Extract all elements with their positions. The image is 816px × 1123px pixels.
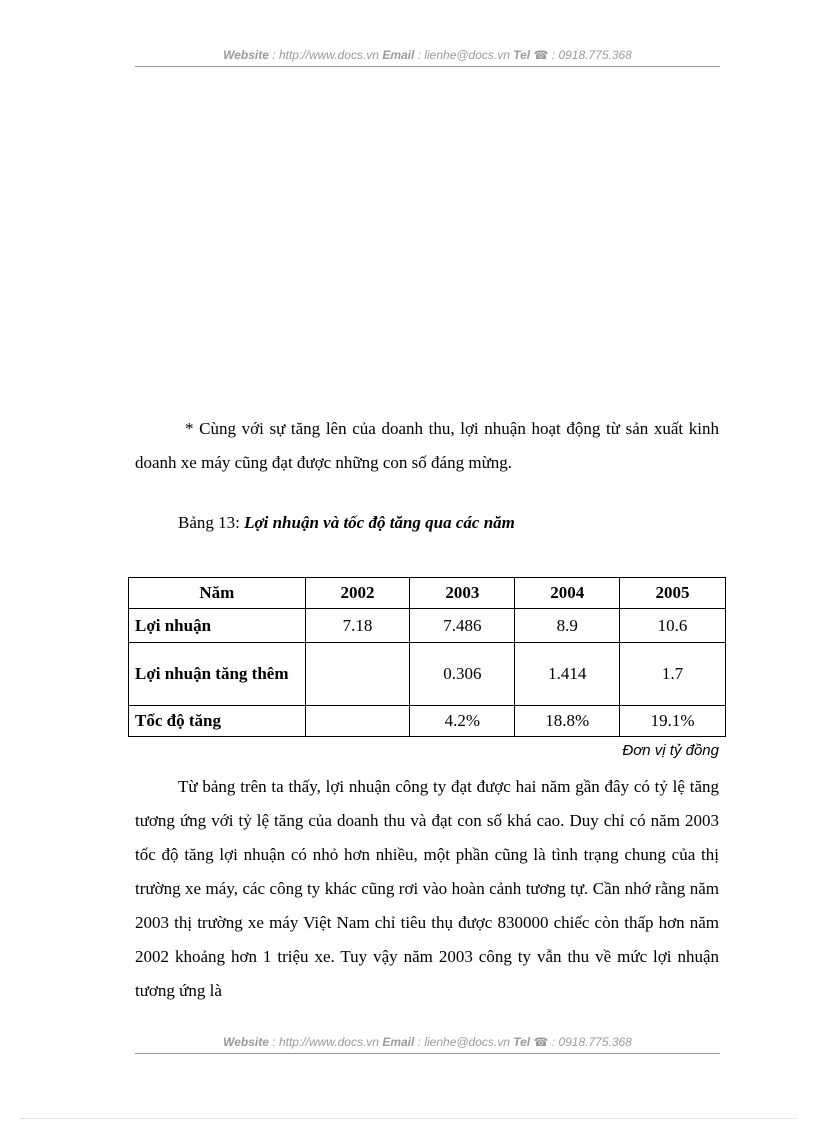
table-cell: 19.1% — [620, 706, 726, 737]
table-cell — [305, 643, 410, 706]
table-row — [129, 643, 726, 706]
row-label: Lợi nhuận — [129, 609, 306, 643]
table-header-cell: 2004 — [515, 578, 620, 609]
table-header-cell: 2003 — [410, 578, 515, 609]
table-caption-title: Lợi nhuận và tốc độ tăng qua các năm — [244, 513, 515, 532]
table-cell: 18.8% — [515, 706, 620, 737]
unit-note: Đơn vị tỷ đồng — [622, 742, 719, 759]
footer-email-value[interactable]: : lienhe@docs.vn — [414, 1035, 514, 1049]
row-label: Lợi nhuận tăng thêm — [129, 643, 306, 706]
footer-divider — [135, 1053, 720, 1054]
table-row — [129, 609, 726, 643]
table-header-cell: 2002 — [305, 578, 410, 609]
header-tel-label: Tel — [513, 48, 531, 62]
header-website-label: Website — [223, 48, 269, 62]
header-website-value[interactable]: : http://www.docs.vn — [268, 48, 383, 62]
table-cell: 0.306 — [410, 643, 515, 706]
page-edge-divider — [20, 1118, 796, 1119]
table-cell — [305, 706, 410, 737]
header-divider — [135, 66, 720, 67]
table-caption — [178, 513, 515, 533]
table-header-cell: Năm — [129, 578, 306, 609]
body-paragraph: Từ bảng trên ta thấy, lợi nhuận công ty đạt được hai năm gần đây có tỷ lệ tăng tương ứng với tỷ lệ tăng của doanh thu và đạt con số khá cao. Duy chỉ có năm 2003 tốc độ tăng lợi nhuận có nhỏ hơn nhiều, một phần cũng là tình trạng chung của thị trường xe máy, các công ty khác cũng rơi vào hoàn cảnh tương tự. Cần nhớ rằng năm 2003 thị trường xe máy Việt Nam chỉ tiêu thụ được 830000 chiếc còn thấp hơn năm 2002 khoảng hơn 1 triệu xe. Tuy vậy năm 2003 công ty vẫn thu về mức lợi nhuận tương ứng là — [135, 777, 719, 1000]
table-cell: 10.6 — [620, 609, 726, 643]
table-cell: 1.7 — [620, 643, 726, 706]
footer-tel-value: ☎ : 0918.775.368 — [530, 1035, 632, 1049]
page-header — [135, 48, 720, 62]
intro-paragraph: * Cùng với sự tăng lên của doanh thu, lợi nhuận hoạt động từ sản xuất kinh doanh xe máy cũng đạt được những con số đáng mừng. — [135, 419, 719, 472]
table-header-row — [129, 578, 726, 609]
row-label: Tốc độ tăng — [129, 706, 306, 737]
table-caption-prefix: Bảng 13: — [178, 513, 245, 532]
table-cell: 1.414 — [515, 643, 620, 706]
footer-email-label: Email — [382, 1035, 415, 1049]
page-footer — [135, 1035, 720, 1049]
header-email-label: Email — [382, 48, 415, 62]
table-cell: 7.18 — [305, 609, 410, 643]
footer-website-label: Website — [223, 1035, 269, 1049]
table-row — [129, 706, 726, 737]
header-tel-value: ☎ : 0918.775.368 — [530, 48, 632, 62]
footer-website-value[interactable]: : http://www.docs.vn — [268, 1035, 383, 1049]
table-cell: 8.9 — [515, 609, 620, 643]
footer-tel-label: Tel — [513, 1035, 531, 1049]
table-header-cell: 2005 — [620, 578, 726, 609]
table-cell: 7.486 — [410, 609, 515, 643]
table-cell: 4.2% — [410, 706, 515, 737]
header-email-value[interactable]: : lienhe@docs.vn — [414, 48, 514, 62]
profit-table — [128, 577, 726, 737]
